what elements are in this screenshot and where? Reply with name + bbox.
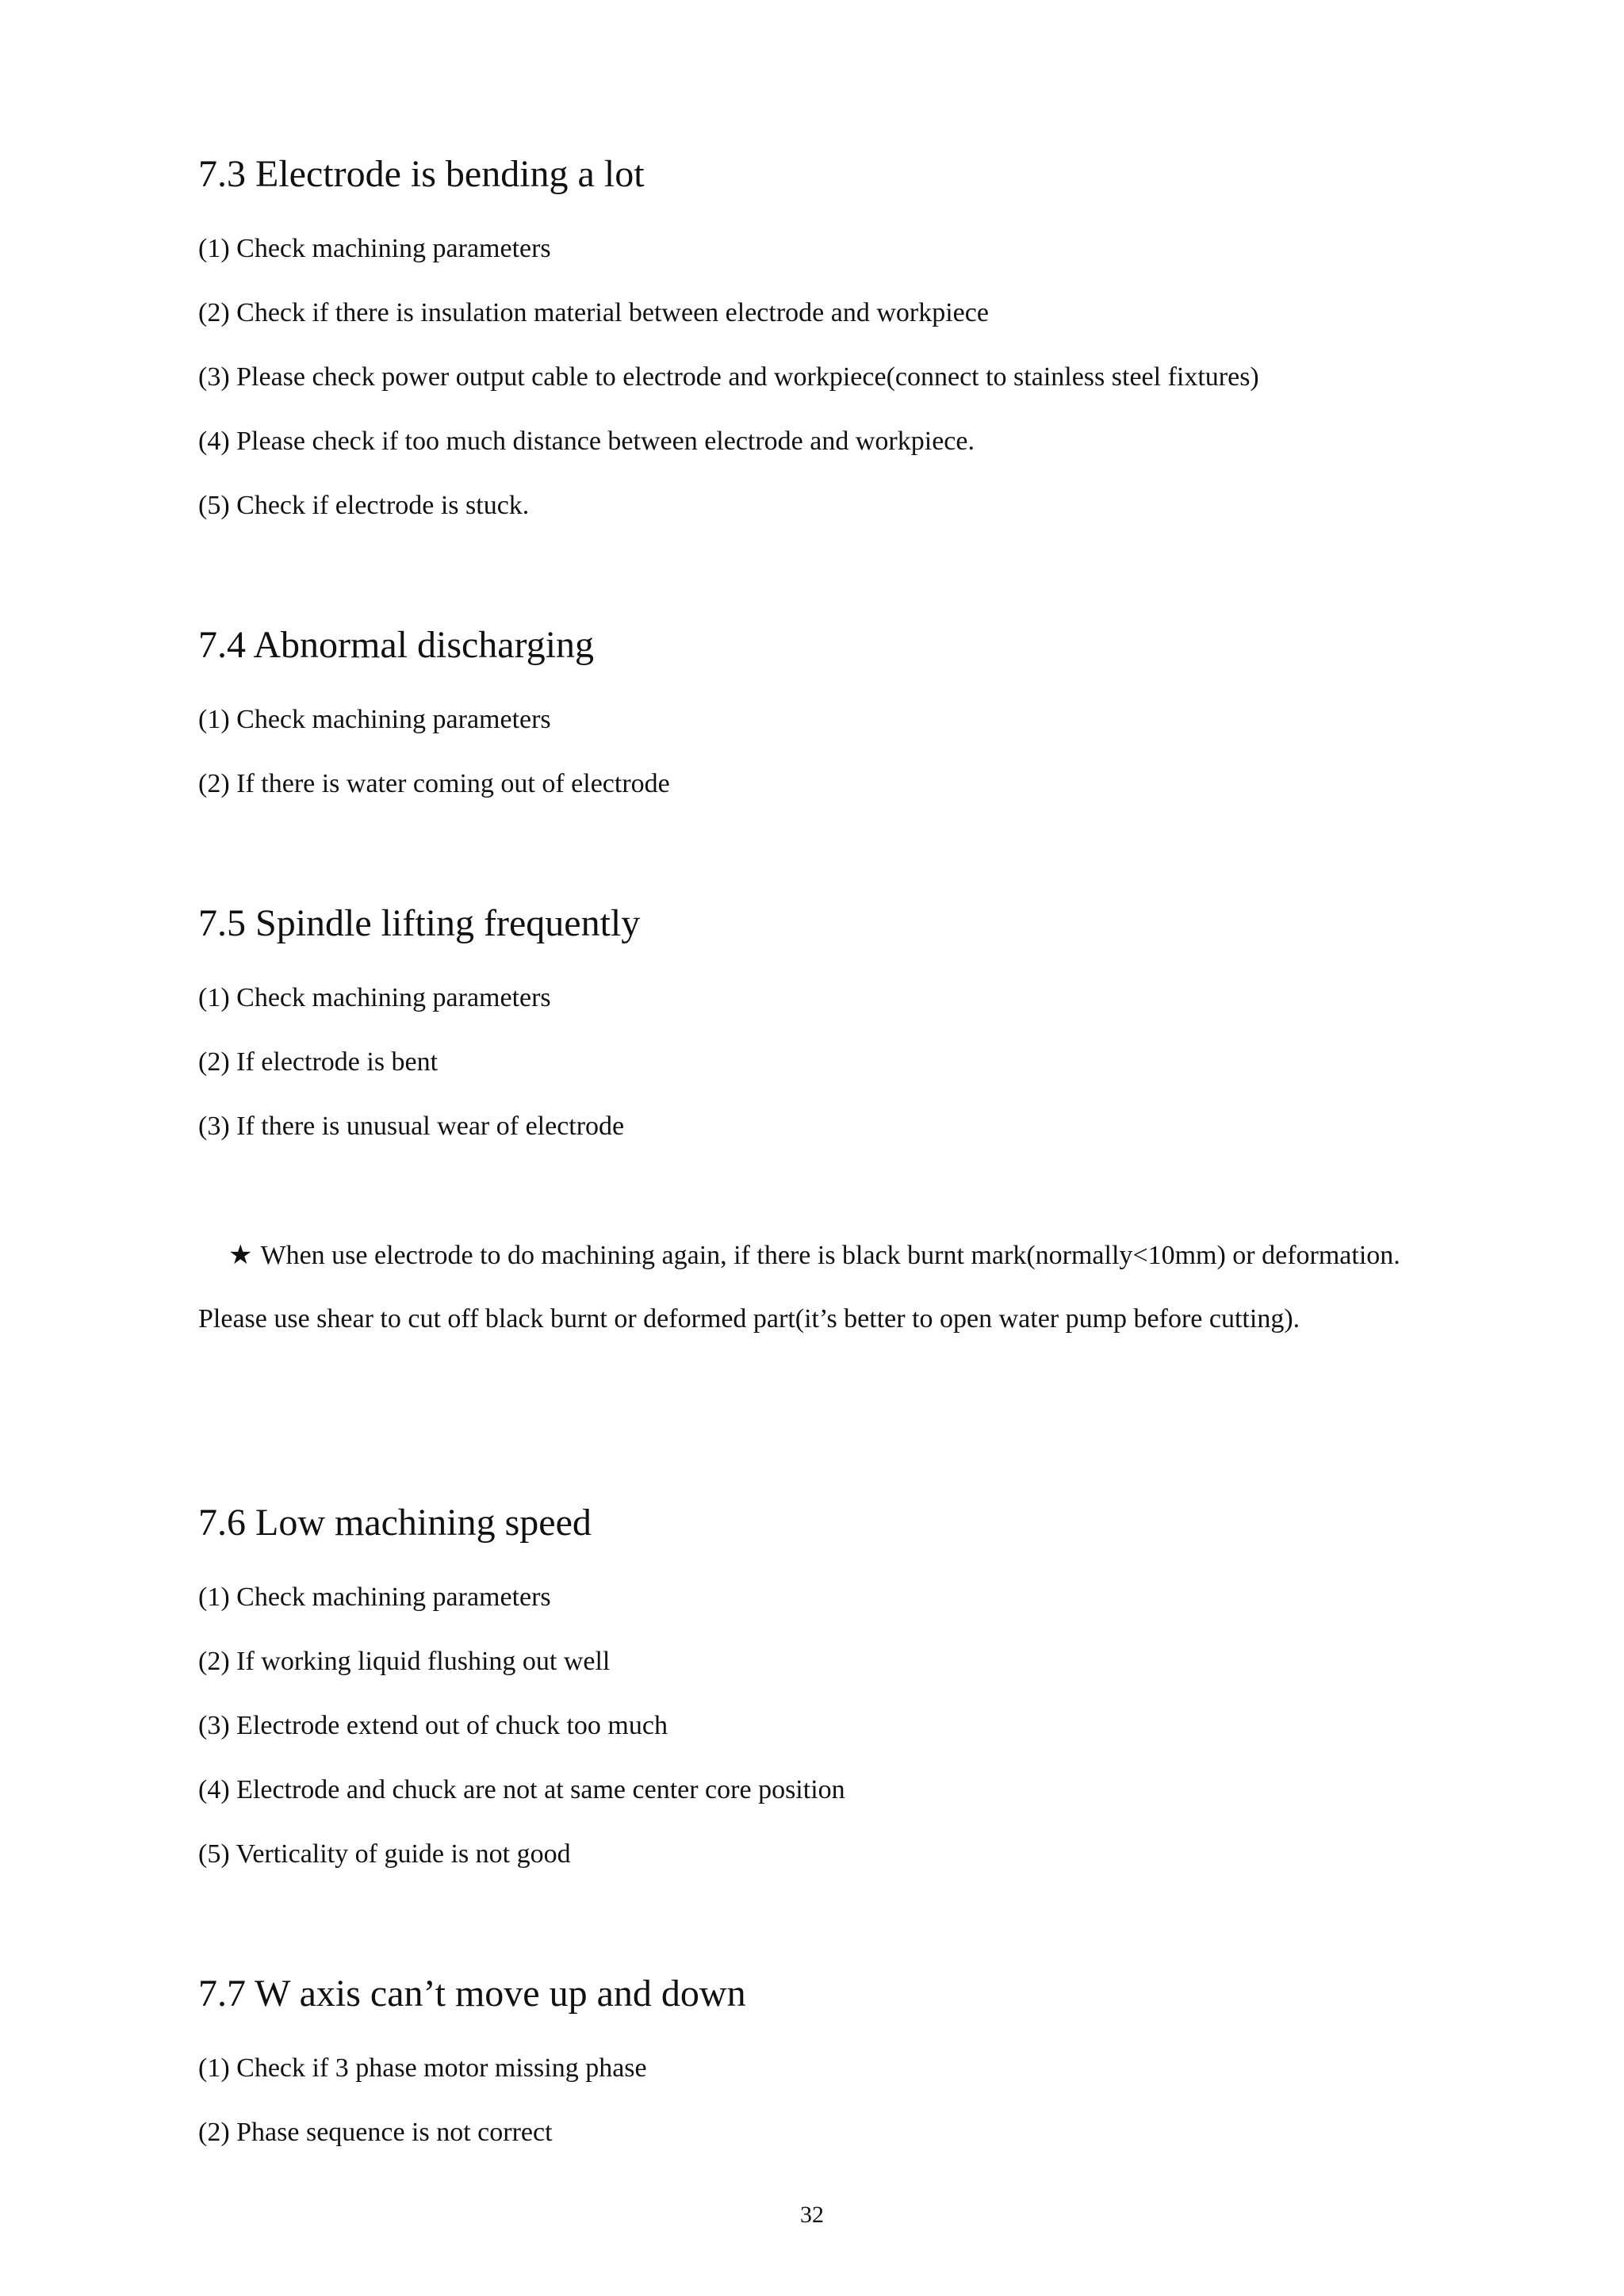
section-heading-7-5: 7.5 Spindle lifting frequently [198,902,641,944]
section-heading-7-6: 7.6 Low machining speed [198,1502,592,1544]
section-heading-7-4: 7.4 Abnormal discharging [198,624,595,666]
list-item: (5) Check if electrode is stuck. [198,491,530,520]
section-heading-7-3: 7.3 Electrode is bending a lot [198,153,645,195]
list-item: (2) Check if there is insulation material between electrode and workpiece [198,298,989,327]
list-item: (1) Check machining parameters [198,705,551,734]
list-item: (2) Phase sequence is not correct [198,2118,553,2147]
page-number: 32 [800,2202,824,2228]
list-item: (5) Verticality of guide is not good [198,1839,571,1869]
list-item: (3) Please check power output cable to electrode and workpiece(connect to stainless steel fixtures) [198,362,1259,392]
note-text-1: When use electrode to do machining again, if there is black burnt mark(normally<10mm) or deformation. [260,1241,1400,1270]
list-item: (2) If electrode is bent [198,1047,439,1077]
note-line-1 [228,1238,1400,1273]
list-item: (1) Check machining parameters [198,983,551,1012]
list-item: (4) Please check if too much distance between electrode and workpiece. [198,427,975,456]
star-icon: ★ [228,1239,253,1271]
section-heading-7-7: 7.7 W axis can’t move up and down [198,1973,746,2015]
note-line-2: Please use shear to cut off black burnt or deformed part(it’s better to open water pump before cutting). [198,1304,1300,1334]
list-item: (2) If working liquid flushing out well [198,1647,611,1676]
list-item: (4) Electrode and chuck are not at same center core position [198,1775,845,1804]
list-item: (2) If there is water coming out of electrode [198,769,670,798]
list-item: (1) Check machining parameters [198,234,551,263]
list-item: (3) If there is unusual wear of electrode [198,1112,625,1141]
list-item: (3) Electrode extend out of chuck too much [198,1711,668,1740]
list-item: (1) Check machining parameters [198,1582,551,1612]
list-item: (1) Check if 3 phase motor missing phase [198,2053,647,2083]
